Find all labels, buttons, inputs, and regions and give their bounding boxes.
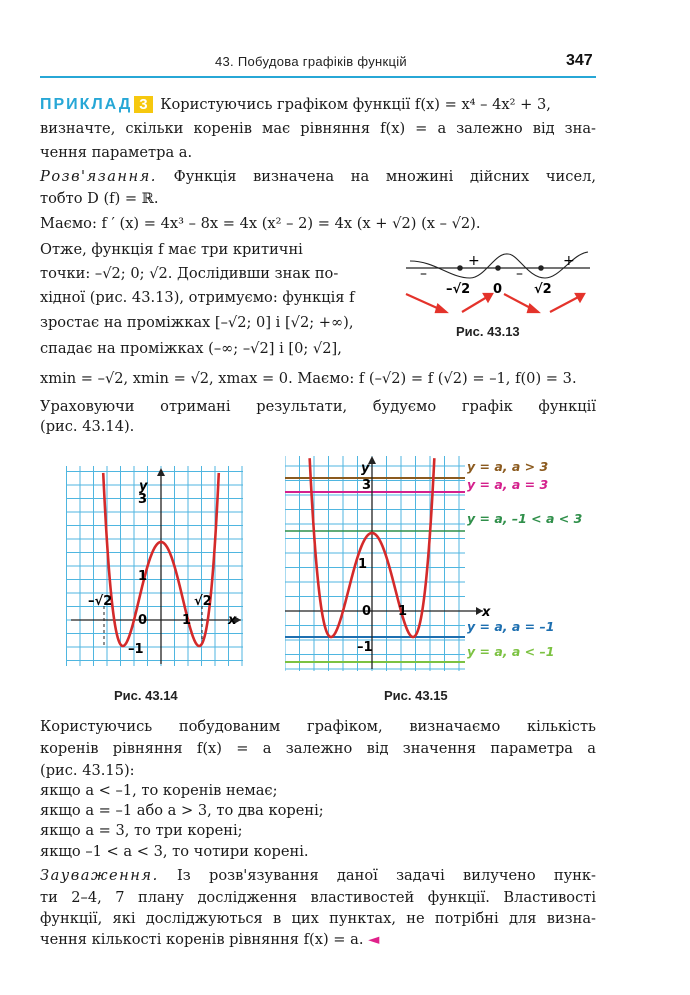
fig14-label-3: 3 xyxy=(138,492,148,507)
fig14-label-1x: 1 xyxy=(182,613,192,628)
case-3: якщо a = 3, то три корені; xyxy=(40,822,243,839)
example-line-3: чення параметра a. xyxy=(40,144,193,161)
example-number-badge: 3 xyxy=(134,96,152,113)
remark-line-2: ти 2–4, 7 плану дослідження властивостей функції. Властивості xyxy=(40,889,596,906)
remark-text-4: чення кількості коренів рівняння f(x) = a. xyxy=(40,931,364,948)
fig15-caption: Рис. 43.15 xyxy=(384,688,448,703)
solution-line-6: хідної (рис. 43.13), отримуємо: функція f xyxy=(40,289,355,306)
fig15-graph xyxy=(285,456,590,671)
fig15-label-1y: 1 xyxy=(358,557,368,572)
example-text-1: Користуючись графіком функції f(x) = x⁴ – 4x² + 3, xyxy=(160,96,551,113)
fig15-legend-a-gt-3: y = a, a > 3 xyxy=(467,459,549,474)
fig14-label-1y: 1 xyxy=(138,569,148,584)
conclusion-line-1: Користуючись побудованим графіком, визначаємо кількість xyxy=(40,718,596,735)
fig14-label-0: 0 xyxy=(138,613,148,628)
running-header-title: 43. Побудова графіків функцій xyxy=(215,54,407,69)
arrow-head-3 xyxy=(528,305,538,312)
arrow-head-1 xyxy=(436,305,446,312)
arrow-head-4 xyxy=(576,294,584,301)
fig14-y-label: y xyxy=(139,479,148,494)
case-1: якщо a < –1, то коренів немає; xyxy=(40,782,278,799)
remark-line-1 xyxy=(40,866,596,886)
page-number: 347 xyxy=(566,52,593,69)
crit-label-2: 0 xyxy=(493,282,503,297)
solution-text-1: Функція визначена на множині дійсних чисел, xyxy=(156,168,596,185)
solution-line-1 xyxy=(40,167,596,187)
crit-dot-2 xyxy=(495,265,501,271)
case-2: якщо a = –1 або a > 3, то два корені; xyxy=(40,802,324,819)
fig14-label-sqrt2: √2 xyxy=(194,594,212,609)
solution-line-11: (рис. 43.14). xyxy=(40,418,135,435)
end-mark-icon: ◄ xyxy=(368,931,380,948)
remark-text-1: Із розв'язування даної задачі вилучено пунк- xyxy=(158,867,596,884)
fig14-label-neg-sqrt2: –√2 xyxy=(88,594,113,609)
sign-3: – xyxy=(516,266,523,282)
fig15-legend-a-eq-3: y = a, a = 3 xyxy=(467,477,549,492)
extrema-line: xmin = –√2, xmin = √2, xmax = 0. Маємо: f (–√2) = f (√2) = –1, f(0) = 3. xyxy=(40,370,577,387)
solution-heading: Розв'язання. xyxy=(40,168,157,185)
fig15-legend-a-eq-minus1: y = a, a = –1 xyxy=(467,619,555,634)
sign-1: – xyxy=(420,266,427,282)
fig15-label-3: 3 xyxy=(362,478,372,493)
fig15-label-minus1: –1 xyxy=(357,640,373,655)
solution-line-5: точки: –√2; 0; √2. Дослідивши знак по- xyxy=(40,265,339,282)
example-line-2: визначте, скільки коренів має рівняння f(x) = a залежно від зна- xyxy=(40,120,596,137)
solution-line-4: Отже, функція f має три критичні xyxy=(40,241,303,258)
solution-line-10: Ураховуючи отримані результати, будуємо графік функції xyxy=(40,398,596,415)
solution-line-7: зростає на проміжках [–√2; 0] і [√2; +∞), xyxy=(40,314,354,331)
case-4: якщо –1 < a < 3, то чотири корені. xyxy=(40,843,309,860)
crit-label-3: √2 xyxy=(534,282,552,297)
fig15-label-0: 0 xyxy=(362,604,372,619)
fig15-y-label: y xyxy=(361,461,370,476)
fig15-label-1x: 1 xyxy=(398,604,408,619)
header-rule xyxy=(40,76,596,78)
example-label: ПРИКЛАД xyxy=(40,96,133,113)
arrow-head-2 xyxy=(484,294,492,301)
remark-line-4 xyxy=(40,930,596,950)
fig14-graph xyxy=(66,466,243,666)
fig13-caption: Рис. 43.13 xyxy=(456,324,520,339)
crit-dot-3 xyxy=(538,265,544,271)
crit-label-1: –√2 xyxy=(446,282,471,297)
crit-dot-1 xyxy=(457,265,463,271)
conclusion-line-2: коренів рівняння f(x) = a залежно від значення параметра a xyxy=(40,740,596,757)
derivative-line: Маємо: f ′ (x) = 4x³ – 8x = 4x (x² – 2) = 4x (x + √2) (x – √2). xyxy=(40,215,481,232)
fig15-legend-a-lt-minus1: y = a, a < –1 xyxy=(467,644,555,659)
fig14-caption: Рис. 43.14 xyxy=(114,688,178,703)
fig14-x-label: x xyxy=(228,613,237,628)
remark-heading: Зауваження. xyxy=(40,867,159,884)
fig15-legend-a-mid: y = a, –1 < a < 3 xyxy=(467,511,583,526)
sign-curve xyxy=(410,252,588,278)
fig14-label-minus1: –1 xyxy=(128,642,144,657)
example-line-1 xyxy=(40,95,596,115)
fig15-x-label: x xyxy=(482,605,491,620)
sign-4: + xyxy=(563,253,575,269)
sign-chart-figure xyxy=(400,248,596,320)
solution-line-8: спадає на проміжках (–∞; –√2] і [0; √2], xyxy=(40,340,342,357)
remark-line-3: функції, які досліджуються в цих пунктах, не потрібні для визна- xyxy=(40,910,596,927)
conclusion-line-3: (рис. 43.15): xyxy=(40,762,135,779)
solution-line-2: тобто D (f) = ℝ. xyxy=(40,190,159,207)
sign-2: + xyxy=(468,253,480,269)
